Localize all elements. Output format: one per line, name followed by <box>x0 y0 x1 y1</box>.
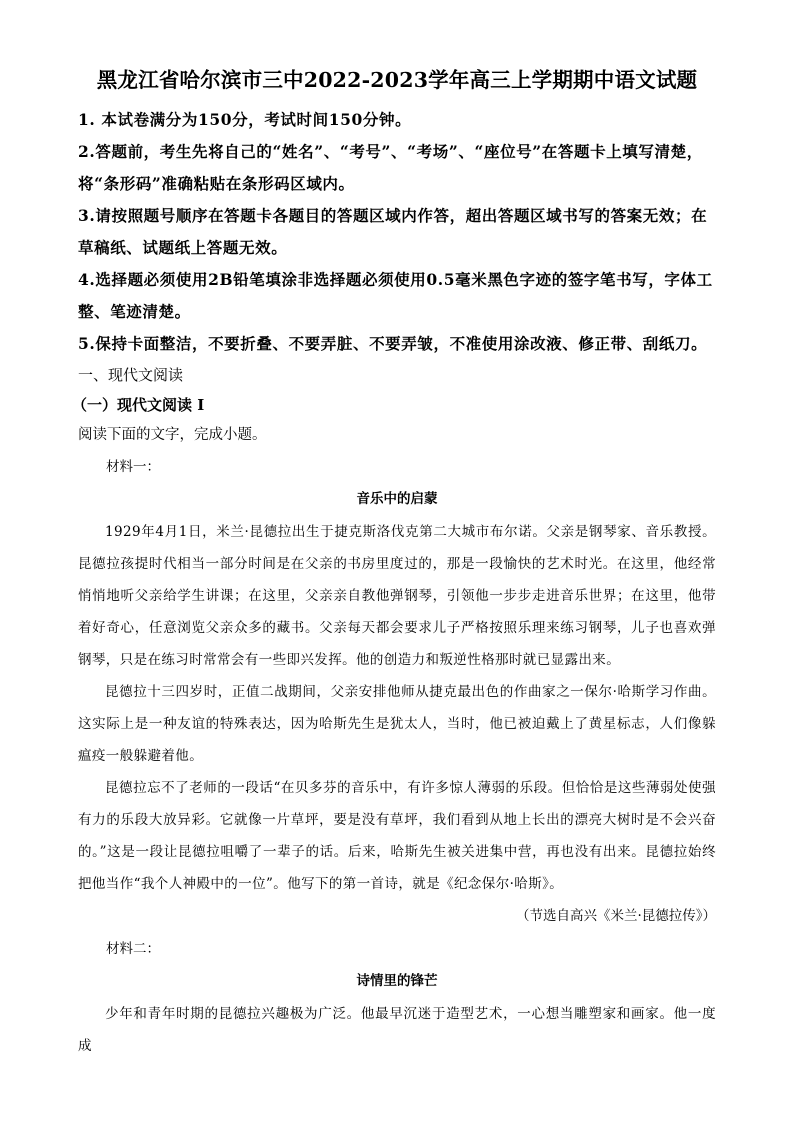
material-one-title: 音乐中的启蒙 <box>356 491 438 507</box>
subsection-heading: （一）现代文阅读 I <box>72 396 205 414</box>
material-one-paragraph: 昆德拉忘不了老师的一段话“在贝多芬的音乐中，有许多惊人薄弱的乐段。但恰恰是这些薄弱处使强有力的乐段大放异彩。它就像一片草坪，要是没有草坪，我们看到从地上长出的漂亮大树时是不会兴奋的。”这是一段让昆德拉咀嚼了一辈子的话。后来，哈斯先生被关进集中营，再也没有出来。昆德拉始终把他当作“我个人神殿中的一位”。他写下的第一首诗，就是《纪念保尔·哈斯》。 <box>78 780 716 892</box>
reading-instruction: 阅读下面的文字，完成小题。 <box>78 427 267 443</box>
material-two <box>78 934 716 1062</box>
notice-1: 1. 本试卷满分为150分，考试时间150分钟。 <box>78 110 412 129</box>
material-two-label: 材料二： <box>106 941 160 957</box>
notice-3: 3.请按照题号顺序在答题卡各题目的答题区域内作答，超出答题区域书写的答案无效；在草稿纸、试题纸上答题无效。 <box>78 206 708 257</box>
notice-5: 5.保持卡面整洁，不要折叠、不要弄脏、不要弄皱，不准使用涂改液、修正带、刮纸刀。 <box>78 334 708 353</box>
material-two-title: 诗情里的锋芒 <box>356 973 438 989</box>
exam-notices <box>78 104 716 360</box>
material-two-paragraph: 少年和青年时期的昆德拉兴趣极为广泛。他最早沉迷于造型艺术，一心想当雕塑家和画家。他一度成 <box>78 1006 716 1054</box>
material-one-paragraph: 1929年4月1日，米兰·昆德拉出生于捷克斯洛伐克第二大城市布尔诺。父亲是钢琴家、音乐教授。昆德拉孩提时代相当一部分时间是在父亲的书房里度过的，那是一段愉快的艺术时光。在这里，他经常悄悄地听父亲给学生讲课；在这里，父亲亲自教他弹钢琴，引领他一步步走进音乐世界；在这里，他带着好奇心，任意浏览父亲众多的藏书。父亲每天都会要求儿子严格按照乐理来练习钢琴，儿子也喜欢弹钢琴，只是在练习时常常会有一些即兴发挥。他的创造力和叛逆性格那时就已显露出来。 <box>78 524 716 668</box>
material-one-paragraph: 昆德拉十三四岁时，正值二战期间，父亲安排他师从捷克最出色的作曲家之一保尔·哈斯学习作曲。这实际上是一种友谊的特殊表达，因为哈斯先生是犹太人，当时，他已被迫戴上了黄星标志，人们像躲瘟疫一般躲避着他。 <box>78 684 716 764</box>
material-one-label: 材料一： <box>106 459 160 475</box>
notice-4: 4.选择题必须使用2B铅笔填涂非选择题必须使用0.5毫米黑色字迹的签字笔书写，字体工整、笔迹清楚。 <box>78 270 713 321</box>
material-one-source: （节选自高兴《米兰·昆德拉传》） <box>515 908 716 924</box>
material-one <box>78 452 716 932</box>
notice-2: 2.答题前，考生先将自己的“姓名”、“考号”、“考场”、“座位号”在答题卡上填写清楚，将“条形码”准确粘贴在条形码区域内。 <box>78 142 703 193</box>
section-heading: 一、现代文阅读 <box>78 366 184 384</box>
document-title: 黑龙江省哈尔滨市三中2022-2023学年高三上学期期中语文试题 <box>96 68 698 92</box>
